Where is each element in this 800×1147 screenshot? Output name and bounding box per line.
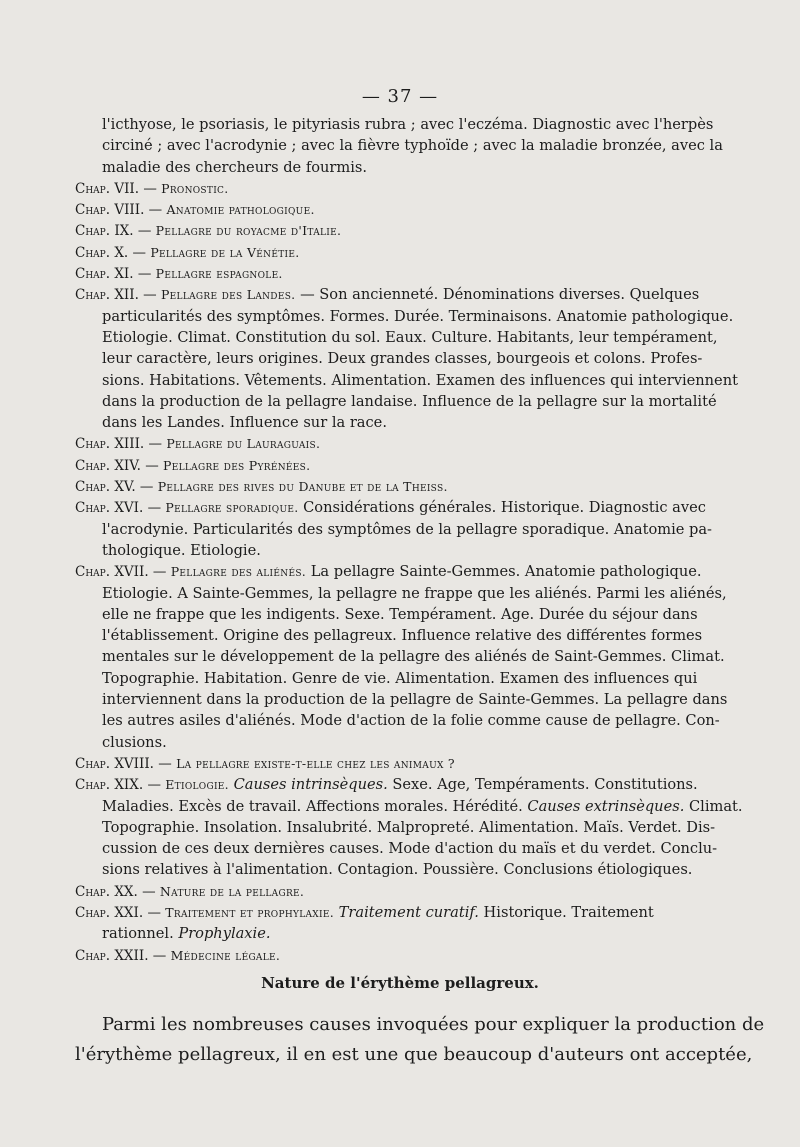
toc-line bbox=[75, 881, 710, 902]
chapter-title: Pellagre sporadique. bbox=[165, 500, 299, 516]
chapter-label: Chap. XIV. — bbox=[75, 457, 164, 474]
toc-line bbox=[75, 902, 710, 923]
chapter-title: Pellagre des aliénés. bbox=[170, 564, 307, 580]
toc-line bbox=[75, 497, 710, 518]
line-text: clusions. bbox=[102, 733, 167, 751]
chapter-label: Chap. XXI. — bbox=[75, 904, 166, 921]
toc-line bbox=[75, 796, 743, 817]
line-text: Etiologie. A Sainte-Gemmes, la pellagre ne frappe que les aliénés. Parmi les aliénés, bbox=[102, 584, 727, 602]
chapter-label: Chap. XX. — bbox=[75, 883, 160, 900]
line-text: les autres asiles d'aliénés. Mode d'action de la folie comme cause de pellagre. Con- bbox=[102, 712, 720, 730]
toc-line bbox=[75, 157, 710, 178]
toc-line bbox=[75, 625, 710, 646]
toc-line bbox=[75, 306, 734, 327]
section-heading: Nature de l'érythème pellagreux. bbox=[261, 974, 539, 992]
body-paragraph bbox=[75, 1010, 765, 1070]
toc-line bbox=[75, 199, 710, 220]
toc-line bbox=[75, 604, 710, 625]
line-text: l'icthyose, le psoriasis, le pityriasis rubra ; avec l'eczéma. Diagnostic avec l'herpès bbox=[102, 116, 714, 133]
line-text: Considérations générales. Historique. Diagnostic avec bbox=[298, 499, 706, 517]
toc-line bbox=[75, 689, 728, 710]
line-text: mentales sur le développement de la pellagre des aliénés de Saint-Gemmes. Climat. bbox=[102, 648, 725, 666]
toc-line bbox=[75, 668, 710, 689]
line-text: sions relatives à l'alimentation. Contagion. Poussière. Conclusions étiologiques. bbox=[102, 861, 693, 879]
toc-line bbox=[75, 412, 710, 433]
chapter-title: Pellagre des rives du Danube et de la Theiss. bbox=[157, 479, 448, 495]
line-text: elle ne frappe que les indigents. Sexe. Tempérament. Age. Durée du séjour dans bbox=[102, 605, 698, 623]
chapter-title: La pellagre existe-t-elle chez les animaux ? bbox=[176, 755, 455, 771]
toc-line bbox=[75, 348, 710, 369]
toc-line bbox=[75, 455, 710, 476]
line-text: — Son ancienneté. Dénominations diverses. Quelques bbox=[295, 286, 700, 304]
toc-line bbox=[75, 583, 727, 604]
line-text: sions. Habitations. Vêtements. Alimentation. Examen des influences qui interviennent bbox=[102, 371, 738, 389]
chapter-label: Chap. XIX. — bbox=[75, 777, 166, 794]
line-text: dans les Landes. Influence sur la race. bbox=[102, 414, 387, 432]
line-text: Topographie. Insolation. Insalubrité. Malpropreté. Alimentation. Maïs. Verdet. Dis- bbox=[102, 818, 716, 836]
toc-line bbox=[75, 114, 714, 135]
line-text: Topographie. Habitation. Genre de vie. Alimentation. Examen des influences qui bbox=[102, 669, 698, 687]
chapter-label: Chap. XIII. — bbox=[75, 436, 167, 453]
line-text: Causes extrinsèques. bbox=[527, 797, 685, 815]
line-text: Traitement curatif. bbox=[338, 903, 479, 921]
chapter-title: Pellagre du Lauraguais. bbox=[166, 436, 321, 452]
paragraph-line: Parmi les nombreuses causes invoquées pour expliquer la production de bbox=[102, 1014, 765, 1035]
line-text: Sexe. Age, Tempéraments. Constitutions. bbox=[387, 776, 698, 794]
chapter-title: Nature de la pellagre. bbox=[159, 883, 305, 899]
toc-line bbox=[75, 178, 710, 199]
toc-line bbox=[75, 476, 710, 497]
toc-line bbox=[75, 284, 710, 305]
page-number: — 37 — bbox=[361, 86, 439, 107]
toc-line bbox=[75, 220, 710, 241]
line-text: Climat. bbox=[684, 797, 743, 815]
chapter-title: Traitement et prophylaxie. bbox=[165, 904, 335, 920]
toc-line bbox=[75, 242, 710, 263]
chapter-title: Pellagre du royacme d'Italie. bbox=[155, 223, 342, 239]
chapter-label: Chap. X. — bbox=[75, 244, 151, 261]
toc-line bbox=[75, 732, 710, 753]
chapter-label: Chap. XI. — bbox=[75, 266, 156, 283]
toc-line bbox=[75, 646, 725, 667]
line-text: maladie des chercheurs de fourmis. bbox=[102, 158, 368, 176]
chapter-label: Chap. IX. — bbox=[75, 223, 156, 240]
toc-line bbox=[75, 540, 710, 561]
chapter-title: Pellagre de la Vénétie. bbox=[150, 244, 300, 260]
line-text: thologique. Etiologie. bbox=[102, 541, 261, 559]
chapter-label: Chap. XXII. — bbox=[75, 947, 171, 964]
toc-line bbox=[75, 561, 710, 582]
toc-line bbox=[75, 519, 710, 540]
chapter-title: Médecine légale. bbox=[170, 947, 281, 963]
line-text: cussion de ces deux dernières causes. Mode d'action du maïs et du verdet. Conclu- bbox=[102, 840, 718, 858]
table-of-contents bbox=[75, 114, 743, 966]
line-text: interviennent dans la production de la pellagre de Sainte-Gemmes. La pellagre dans bbox=[102, 691, 728, 709]
toc-line bbox=[75, 391, 717, 412]
chapter-label: Chap. XVI. — bbox=[75, 500, 166, 517]
toc-line bbox=[75, 370, 738, 391]
toc-line bbox=[75, 923, 710, 944]
line-text: Etiologie. Climat. Constitution du sol. Eaux. Culture. Habitants, leur tempérament, bbox=[102, 328, 718, 346]
chapter-label: Chap. XV. — bbox=[75, 479, 158, 496]
chapter-label: Chap. VII. — bbox=[75, 180, 162, 197]
toc-line bbox=[75, 710, 720, 731]
toc-line bbox=[75, 838, 718, 859]
toc-line bbox=[75, 135, 723, 156]
chapter-label: Chap. XVIII. — bbox=[75, 755, 177, 772]
line-text: dans la production de la pellagre landaise. Influence de la pellagre sur la mortalité bbox=[102, 392, 717, 410]
line-text: l'établissement. Origine des pellagreux. Influence relative des différentes formes bbox=[102, 627, 703, 645]
chapter-label: Chap. XII. — bbox=[75, 287, 161, 304]
paragraph-line: l'érythème pellagreux, il en est une que beaucoup d'auteurs ont acceptée, bbox=[75, 1044, 753, 1065]
toc-line bbox=[75, 263, 710, 284]
toc-line bbox=[75, 859, 710, 880]
toc-line bbox=[75, 753, 710, 774]
line-text: rationnel. bbox=[102, 925, 179, 943]
line-text: Maladies. Excès de travail. Affections morales. Hérédité. bbox=[102, 797, 528, 815]
chapter-title: Etiologie. bbox=[165, 777, 229, 793]
chapter-title: Pellagre espagnole. bbox=[155, 266, 283, 282]
line-text: circiné ; avec l'acrodynie ; avec la fièvre typhoïde ; avec la maladie bronzée, avec la bbox=[102, 137, 723, 155]
chapter-title: Pronostic. bbox=[161, 180, 229, 196]
chapter-title: Pellagre des Landes. bbox=[160, 287, 296, 303]
line-text: l'acrodynie. Particularités des symptômes de la pellagre sporadique. Anatomie pa- bbox=[102, 520, 712, 538]
line-text: Historique. Traitement bbox=[478, 903, 654, 921]
line-text: leur caractère, leurs origines. Deux grandes classes, bourgeois et colons. Profes- bbox=[102, 350, 703, 368]
toc-line bbox=[75, 945, 710, 966]
line-text: particularités des symptômes. Formes. Durée. Terminaisons. Anatomie pathologique. bbox=[102, 307, 734, 325]
chapter-title: Pellagre des Pyrénées. bbox=[163, 457, 311, 473]
line-text: La pellagre Sainte-Gemmes. Anatomie pathologique. bbox=[306, 563, 702, 581]
line-text: Causes intrinsèques. bbox=[233, 776, 388, 794]
toc-line bbox=[75, 433, 710, 454]
chapter-label: Chap. XVII. — bbox=[75, 564, 171, 581]
toc-line bbox=[75, 327, 718, 348]
toc-line bbox=[75, 817, 716, 838]
chapter-label: Chap. VIII. — bbox=[75, 202, 167, 219]
chapter-title: Anatomie pathologique. bbox=[166, 202, 315, 218]
toc-line bbox=[75, 774, 710, 795]
line-text: Prophylaxie. bbox=[178, 925, 271, 943]
